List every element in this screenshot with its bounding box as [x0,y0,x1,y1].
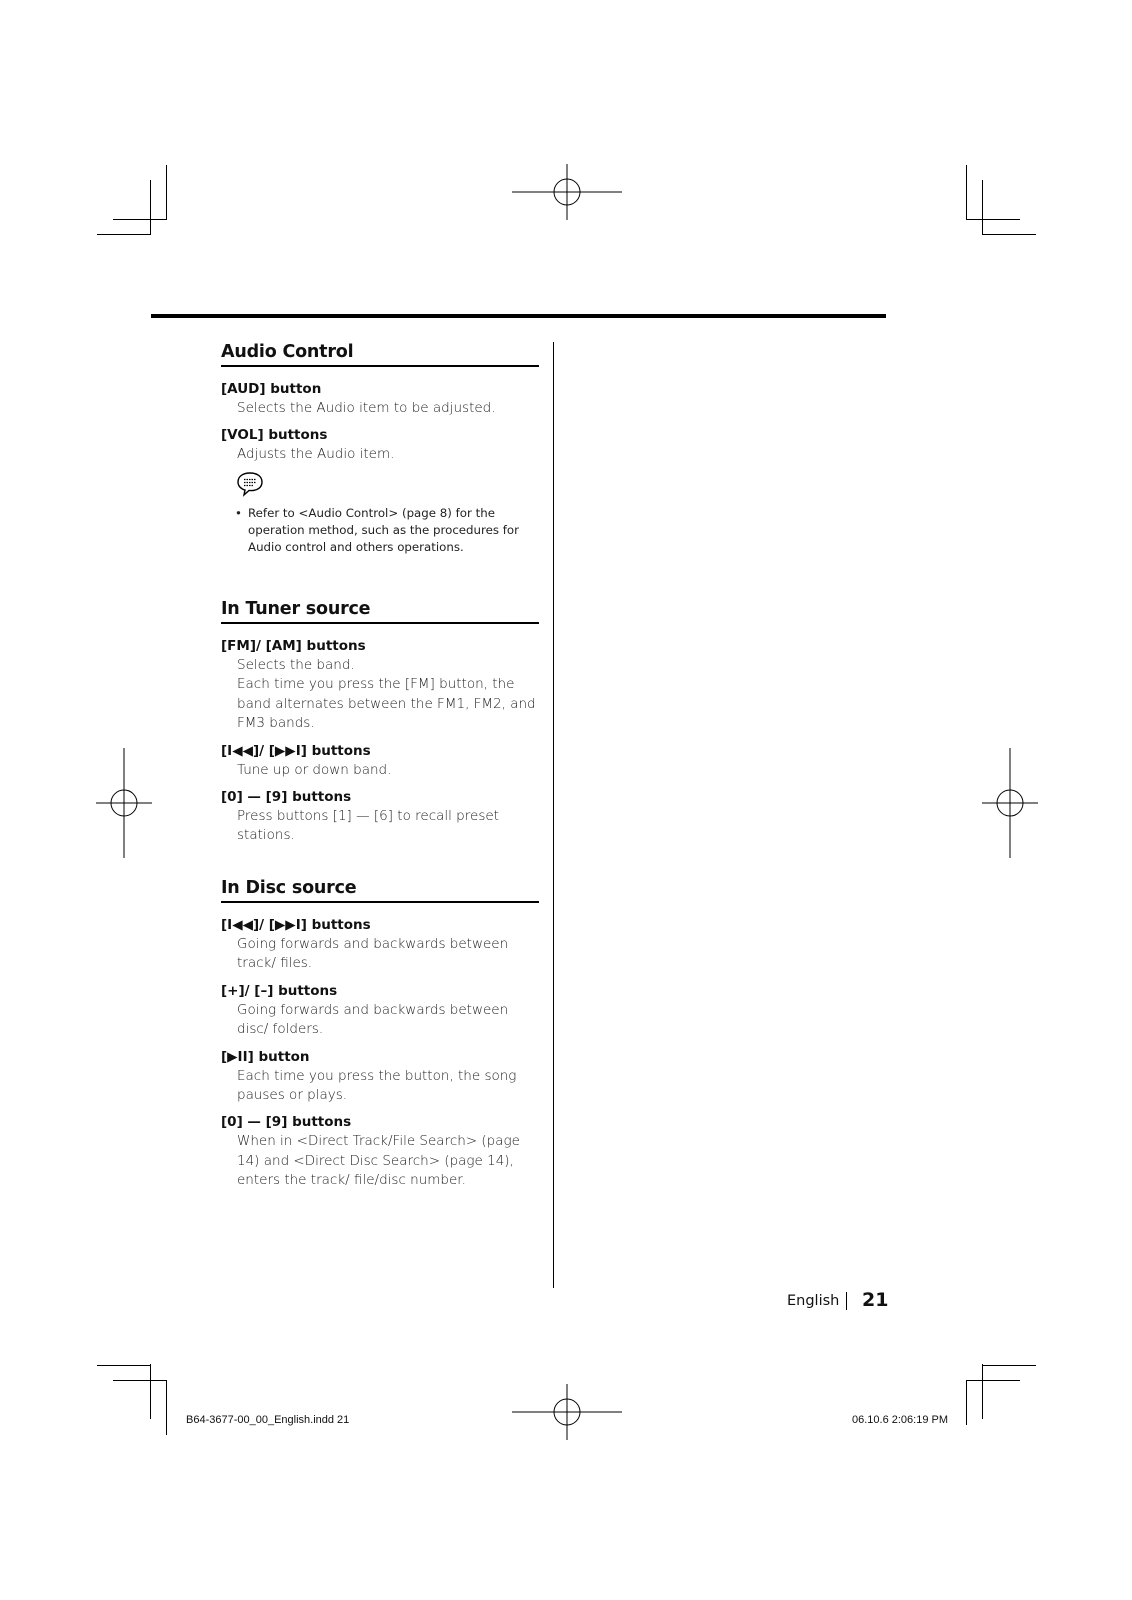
item-number-buttons [221,1113,539,1190]
section-title: In Tuner source [221,597,539,624]
item-label: [AUD] button [221,381,322,397]
item-desc: Selects the Audio item to be adjusted. [237,400,496,416]
item-desc: Tune up or down band. [237,761,392,778]
item-play-pause-button [221,1048,539,1106]
crop-mark [966,1380,967,1425]
crop-mark [966,165,967,220]
crop-mark [166,165,167,220]
registration-mark-left [96,748,152,858]
crop-mark [966,1380,1020,1381]
section-audio-control [221,340,539,556]
crop-mark [966,219,1020,220]
column-rule [553,342,554,1288]
item-desc: Going forwards and backwards between disc/ folders. [237,1001,509,1038]
registration-mark-bottom [512,1384,622,1440]
crop-mark [150,180,151,235]
item-label: [+]/ [–] buttons [221,982,338,999]
item-vol-buttons [221,426,539,464]
item-desc: Adjusts the Audio item. [237,446,395,463]
item-label: [0] — [9] buttons [221,1114,352,1131]
item-aud-button [221,380,539,418]
section-title: In Disc source [221,876,539,903]
item-desc: When in <Direct Track/File Search> (page 14) and <Direct Disc Search> (page 14), enters the track/ file/disc number. [237,1133,520,1189]
item-label: [I◀◀]/ [▶▶I] buttons [221,917,371,933]
registration-mark-right [982,748,1038,858]
slug-timestamp: 06.10.6 2:06:19 PM [852,1414,949,1426]
footer-language: English [787,1293,840,1309]
note-item: • Refer to <Audio Control> (page 8) for the operation method, such as the procedures for Audio control and others operations. [221,505,539,556]
memo-icon [236,471,264,497]
item-desc: Each time you press the button, the song pauses or plays. [237,1067,517,1104]
item-label: [I◀◀]/ [▶▶I] buttons [221,742,371,759]
crop-mark [982,234,1036,235]
note-list [221,505,539,556]
item-seek-buttons [221,742,539,780]
item-desc: Going forwards and backwards between track/ files. [237,936,509,972]
crop-mark [113,1380,167,1381]
item-track-buttons [221,916,539,974]
item-plus-minus-buttons [221,982,539,1040]
item-label: [▶II] button [221,1048,310,1065]
footer-separator [846,1292,847,1310]
crop-mark [97,234,151,235]
section-title: Audio Control [221,340,539,367]
item-number-buttons [221,788,539,846]
item-label: [0] — [9] buttons [221,789,352,806]
item-desc: Press buttons [1] — [6] to recall preset stations. [237,808,499,844]
crop-mark [150,1364,151,1419]
top-rule [151,314,886,318]
item-desc: Each time you press the [FM] button, the band alternates between the FM1, FM2, and FM3 bands. [237,676,536,732]
section-disc-source [221,876,539,1191]
slug-filename: B64-3677-00_00_English.indd 21 [186,1414,350,1426]
registration-mark-top [512,164,622,220]
item-fm-am-buttons [221,637,539,734]
page-number: 21 [862,1289,889,1311]
crop-mark [982,1365,1036,1366]
item-label: [FM]/ [AM] buttons [221,638,366,654]
crop-mark [982,1364,983,1419]
section-tuner-source [221,597,539,846]
item-label: [VOL] buttons [221,427,328,444]
crop-mark [982,180,983,235]
crop-mark [166,1380,167,1435]
crop-mark [113,219,167,220]
item-desc: Selects the band. [237,657,355,673]
crop-mark [97,1365,151,1366]
